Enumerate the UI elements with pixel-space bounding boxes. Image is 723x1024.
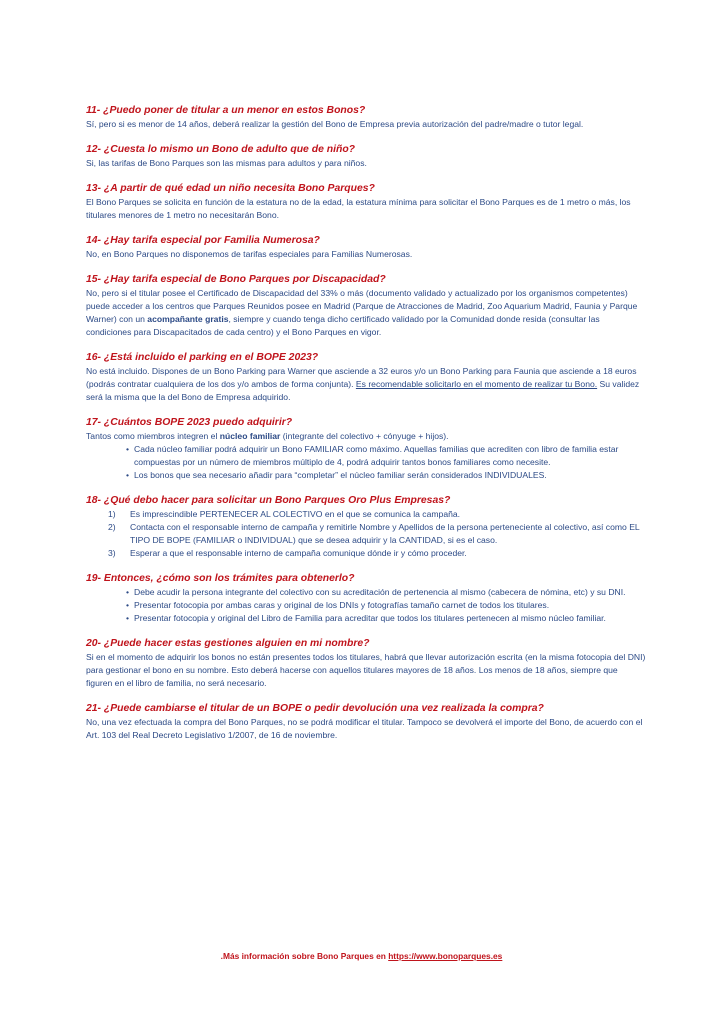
answer-text [86, 365, 646, 404]
answer-text: No, una vez efectuada la compra del Bono Parques, no se podrá modificar el titular. Tampoco se devolverá el importe del Bono, de acuerdo con el Art. 103 del Real Decreto Legislativo 1/2007, de 16 de noviembre. [86, 717, 643, 740]
item-number: 3) [108, 548, 116, 558]
bullet-list [86, 443, 646, 482]
question-title: 15- ¿Hay tarifa especial de Bono Parques por Discapacidad? [86, 274, 386, 285]
item-text: Contacta con el responsable interno de campaña y remitirle Nombre y Apellidos de la persona perteneciente al colectivo, así como EL TIPO DE BOPE (FAMILIAR o INDIVIDUAL) que se desea adquirir y la CANTIDAD, si es el caso. [130, 522, 640, 545]
faq-item-19 [86, 572, 646, 625]
faq-item-15 [86, 273, 646, 339]
answer-bold-text: núcleo familiar [219, 431, 281, 441]
faq-item-11 [86, 104, 646, 131]
item-number: 1) [108, 509, 116, 519]
faq-item-16 [86, 351, 646, 404]
answer-text: Si, las tarifas de Bono Parques son las mismas para adultos y para niños. [86, 158, 367, 168]
question-title: 18- ¿Qué debo hacer para solicitar un Bono Parques Oro Plus Empresas? [86, 495, 451, 506]
question-title: 16- ¿Está incluido el parking en el BOPE 2023? [86, 352, 319, 363]
faq-content [86, 104, 646, 754]
faq-item-14 [86, 234, 646, 261]
bullet-item: • Presentar fotocopia por ambas caras y original de los DNIs y fotografías tamaño carnet de todos los titulares. [126, 599, 646, 612]
bullet-item: • Los bonos que sea necesario añadir para “completar” el núcleo familiar serán considerados INDIVIDUALES. [126, 469, 646, 482]
answer-text-part: (integrante del colectivo + cónyuge + hijos). [280, 431, 449, 441]
footer-note [0, 951, 723, 961]
answer-text: El Bono Parques se solicita en función de la estatura no de la edad, la estatura mínima para solicitar el Bono Parques es de 1 metro o más, los titulares menores de 1 metro no necesitarán Bono. [86, 197, 631, 220]
question-title: 17- ¿Cuántos BOPE 2023 puedo adquirir? [86, 417, 293, 428]
answer-underlined-text: Es recomendable solicitarlo en el momento de realizar tu Bono. [355, 379, 598, 389]
question-title: 20- ¿Puede hacer estas gestiones alguien en mi nombre? [86, 638, 370, 649]
bullet-item: • Presentar fotocopia y original del Libro de Familia para acreditar que todos los titulares pertenecen al mismo núcleo familiar. [126, 612, 646, 625]
item-number: 2) [108, 522, 116, 532]
faq-item-13 [86, 182, 646, 222]
numbered-list [86, 508, 646, 560]
answer-text: Sí, pero si es menor de 14 años, deberá realizar la gestión del Bono de Empresa previa autorización del padre/madre o tutor legal. [86, 119, 584, 129]
website-link[interactable]: https://www.bonoparques.es [388, 951, 503, 961]
numbered-item [108, 508, 646, 521]
question-title: 19- Entonces, ¿cómo son los trámites para obtenerlo? [86, 573, 355, 584]
answer-bold-text: acompañante gratis [147, 314, 229, 324]
footer-text: .Más información sobre Bono Parques en [220, 951, 389, 961]
question-title: 12- ¿Cuesta lo mismo un Bono de adulto que de niño? [86, 144, 356, 155]
item-text: Esperar a que el responsable interno de campaña comunique dónde ir y cómo proceder. [130, 548, 467, 558]
answer-text: Si en el momento de adquirir los bonos no están presentes todos los titulares, habrá que llevar autorización escrita (en la misma fotocopia del DNI) para gestionar el bono en su nombre. Esto deberá hacerse con aquellos titulares mayores de 18 años. Los menos de 18 años, siempre que figuren en el libro de familia, no será necesario. [86, 652, 646, 688]
answer-text-part: No está incluido. Dispones de un Bono Parking para Warner que asciende a 32 euros y/o un Bono Parking para Faunia que asciende a 18 euros (podrás contratar cualquiera de los dos y/o ambos de forma conjunta). [86, 366, 637, 389]
faq-item-21 [86, 702, 646, 742]
bullet-list [86, 586, 646, 625]
question-title: 11- ¿Puedo poner de titular a un menor en estos Bonos? [86, 105, 366, 116]
question-title: 14- ¿Hay tarifa especial por Familia Numerosa? [86, 235, 320, 246]
bullet-item: • Cada núcleo familiar podrá adquirir un Bono FAMILIAR como máximo. Aquellas familias que acrediten con libro de familia estar compuestas por un número de miembros múltiplo de 4, podrá adquirir tantos bonos familiares como necesite. [126, 443, 646, 469]
answer-text-part: No, pero si el titular posee el Certificado de Discapacidad del 33% o más (documento validado y actualizado por los organismos competentes) puede acceder a los centros que Parques Reunidos posee en Madrid (Parque de Atracciones de Madrid, Zoo Aquarium Madrid, Faunia y Parque Warner) con un [86, 288, 638, 324]
answer-text: No, en Bono Parques no disponemos de tarifas especiales para Familias Numerosas. [86, 249, 413, 259]
answer-text-part: Su validez será la misma que la del Bono de Empresa adquirido. [86, 379, 640, 402]
answer-text [86, 430, 646, 443]
answer-text-part: Tantos como miembros integren el [86, 431, 220, 441]
faq-item-12 [86, 143, 646, 170]
faq-item-20 [86, 637, 646, 690]
faq-item-18 [86, 494, 646, 560]
bullet-item: • Debe acudir la persona integrante del colectivo con su acreditación de pertenencia al mismo (cabecera de nómina, etc) y su DNI. [126, 586, 646, 599]
answer-text [86, 287, 646, 339]
question-title: 21- ¿Puede cambiarse el titular de un BOPE o pedir devolución una vez realizada la compra? [86, 703, 544, 714]
faq-item-17 [86, 416, 646, 482]
item-text: Es imprescindible PERTENECER AL COLECTIVO en el que se comunica la campaña. [130, 509, 461, 519]
numbered-item [108, 521, 646, 547]
question-title: 13- ¿A partir de qué edad un niño necesita Bono Parques? [86, 183, 375, 194]
answer-text-part: , siempre y cuando tenga dicho certificado validado por la Comunidad donde resida (consultar las condiciones para Discapacitados de cada centro) y el Bono Parques en vigor. [86, 314, 600, 337]
numbered-item [108, 547, 646, 560]
